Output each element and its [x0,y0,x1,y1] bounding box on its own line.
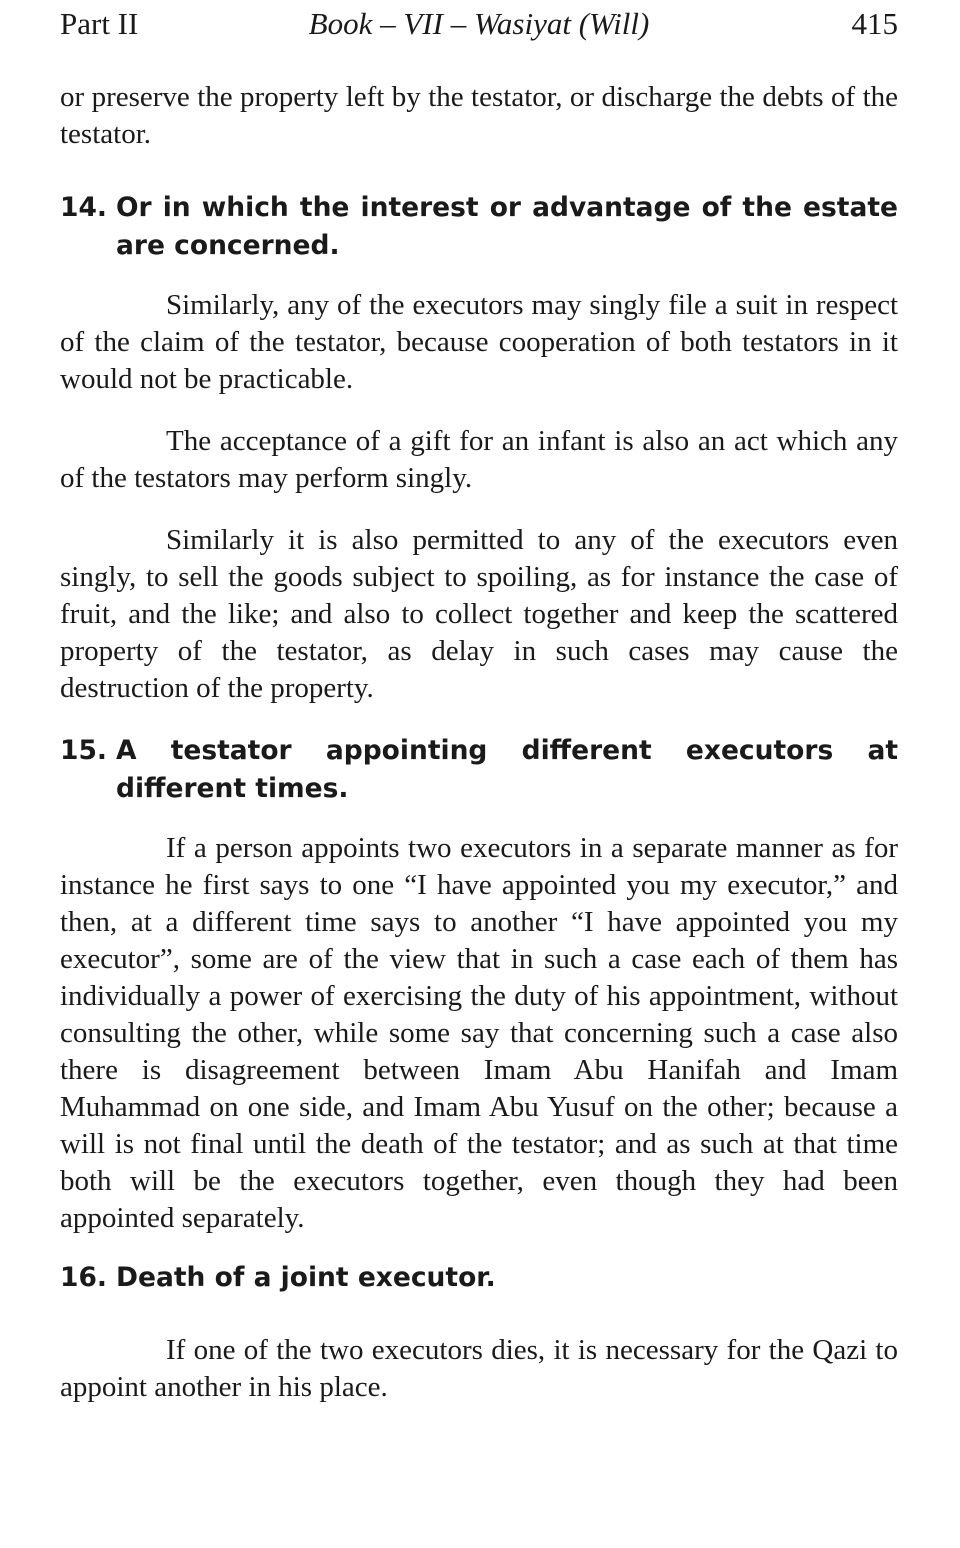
page-body [60,79,898,1406]
section-heading-14 [60,189,898,265]
section-title: A testator appointing different executors at different times. [116,735,898,804]
paragraph: The acceptance of a gift for an infant is also an act which any of the testators may perform singly. [60,425,898,494]
paragraph: If one of the two executors dies, it is necessary for the Qazi to appoint another in his place. [60,1334,898,1403]
section-title: Or in which the interest or advantage of the estate are concerned. [116,192,898,261]
book-title: Book – VII – Wasiyat (Will) [308,6,650,41]
paragraph: If a person appoints two executors in a separate manner as for instance he first says to one “I have appointed you my executor,” and then, at a different time says to another “I have appointed you my executor”, some are of the view that in such a case each of them has individually a power of exercising the duty of his appointment, without consulting the other, while some say that concerning such a case also there is disagreement between Imam Abu Hanifah and Imam Muhammad on one side, and Imam Abu Yusuf on the other; because a will is not final until the death of the testator; and as such at that time both will be the executors together, even though they had been appointed separately. [60,832,898,1234]
continued-paragraph: or preserve the property left by the testator, or discharge the debts of the testator. [60,81,898,150]
section-heading-15 [60,732,898,808]
paragraph: Similarly it is also permitted to any of the executors even singly, to sell the goods subject to spoiling, as for instance the case of fruit, and the like; and also to collect together and keep the scattered property of the testator, as delay in such cases may cause the destruction of the property. [60,524,898,704]
section-number: 15. [60,735,107,766]
paragraph: Similarly, any of the executors may singly file a suit in respect of the claim of the testator, because cooperation of both testators in it would not be practicable. [60,289,898,395]
part-label: Part II [60,6,139,41]
section-number: 16. [60,1262,107,1293]
section-number: 14. [60,192,107,223]
page-number: 415 [851,6,898,41]
section-title: Death of a joint executor. [116,1262,496,1293]
running-header [60,4,898,44]
section-heading-16 [60,1259,898,1297]
